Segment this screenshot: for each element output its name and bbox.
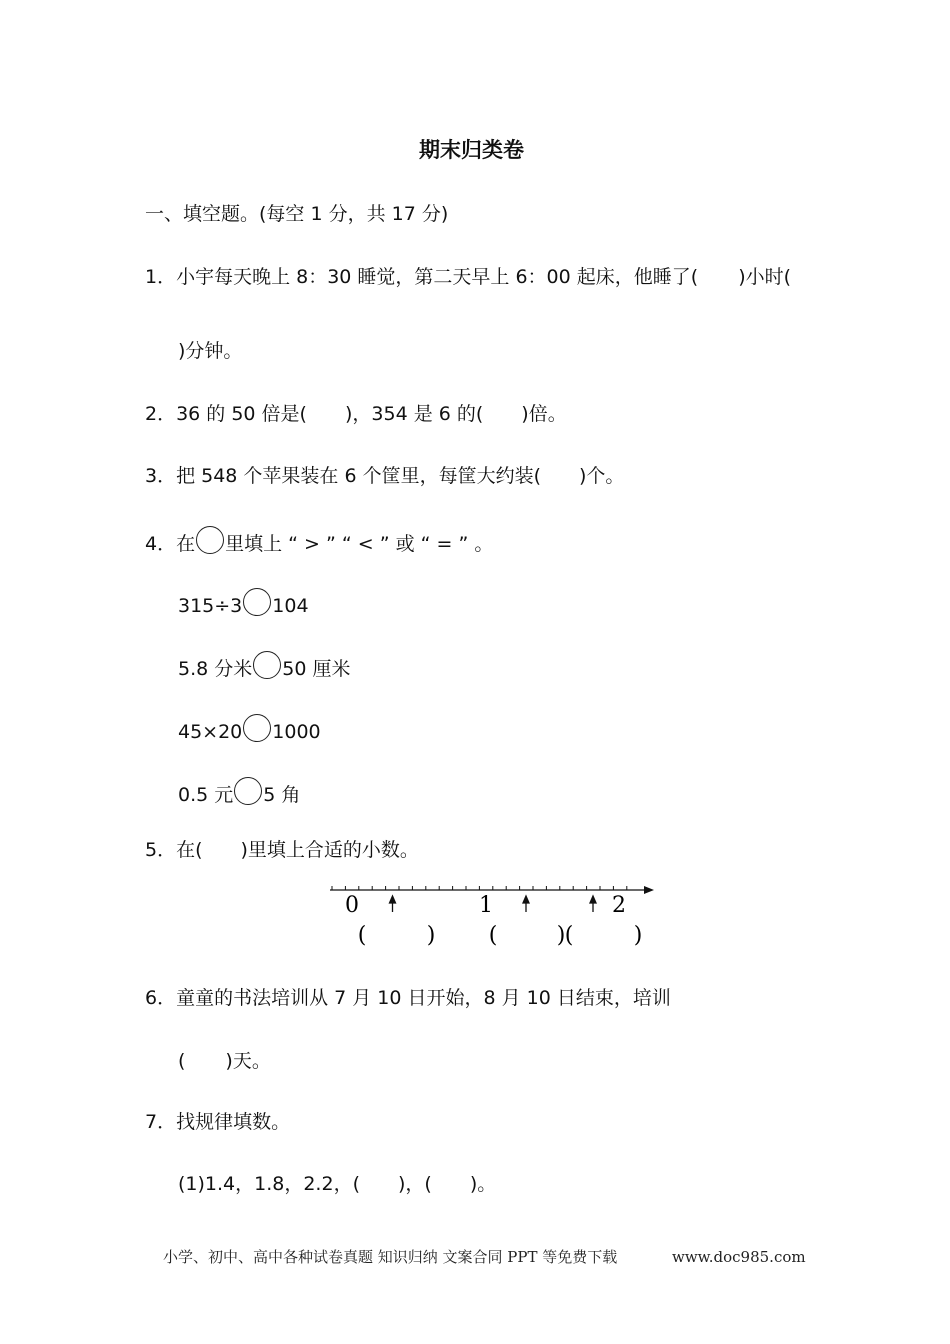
compare-left: 45×20 <box>178 721 243 743</box>
q4-suffix: 里填上 “ > ” “ < ” 或 “ = ” 。 <box>225 533 494 555</box>
q1-text: 1．小宇每天晚上 8：30 睡觉，第二天早上 6：00 起床，他睡了( <box>145 266 699 288</box>
q1-mid: )小时( <box>738 266 792 288</box>
q5-suffix: )里填上合适的小数。 <box>240 839 419 861</box>
page-title: 期末归类卷 <box>419 138 524 162</box>
question-4 <box>145 526 493 556</box>
question-1-line-2: )分钟。 <box>178 340 243 362</box>
compare-left: 5.8 分米 <box>178 658 253 680</box>
answer-paren-open: ( <box>564 923 574 948</box>
compare-circle <box>196 526 224 554</box>
compare-item-2 <box>178 651 350 681</box>
q6-days: )天。 <box>225 1050 271 1072</box>
compare-item-3 <box>178 714 321 744</box>
label-one: 1 <box>479 893 493 918</box>
section-heading: 一、填空题。(每空 1 分，共 17 分) <box>145 203 449 225</box>
q3-part-a: 3．把 548 个苹果装在 6 个筐里，每筐大约装( <box>145 465 542 487</box>
question-3 <box>145 464 624 488</box>
answer-paren-close: ) <box>633 923 643 948</box>
answer-paren-close: ) <box>426 923 436 948</box>
q5-prefix: 5．在( <box>145 839 203 861</box>
answer-paren-close: ) <box>556 923 566 948</box>
compare-left: 0.5 元 <box>178 784 234 806</box>
question-5 <box>145 838 419 862</box>
label-two: 2 <box>612 893 626 918</box>
q2-part-b: )，354 是 6 的( <box>344 403 484 425</box>
answer-paren-open: ( <box>357 923 367 948</box>
footer-link[interactable]: www.doc985.com <box>672 1248 806 1266</box>
answer-paren-open: ( <box>488 923 498 948</box>
compare-item-1 <box>178 588 309 618</box>
q7-sub1-a: (1)1.4，1.8，2.2，( <box>178 1173 360 1195</box>
question-7-heading: 7．找规律填数。 <box>145 1111 291 1133</box>
label-zero: 0 <box>345 893 359 918</box>
number-line <box>320 872 665 952</box>
q2-part-c: )倍。 <box>521 403 567 425</box>
q4-prefix: 4．在 <box>145 533 196 555</box>
compare-right: 104 <box>272 595 309 617</box>
question-6-line-2 <box>178 1049 271 1073</box>
compare-left: 315÷3 <box>178 595 243 617</box>
compare-right: 5 角 <box>263 784 301 806</box>
compare-right: 50 厘米 <box>282 658 351 680</box>
q2-part-a: 2．36 的 50 倍是( <box>145 403 307 425</box>
question-1-line-1 <box>145 265 791 289</box>
q6-paren: ( <box>178 1050 186 1072</box>
answer-circle[interactable] <box>234 777 262 805</box>
footer-text: 小学、初中、高中各种试卷真题 知识归纳 文案合同 PPT 等免费下载 <box>163 1248 618 1266</box>
q3-part-b: )个。 <box>579 465 625 487</box>
answer-circle[interactable] <box>243 714 271 742</box>
compare-item-4 <box>178 777 300 807</box>
q7-sub1-b: )，( <box>397 1173 432 1195</box>
question-7-sub-1 <box>178 1172 496 1196</box>
question-2 <box>145 402 567 426</box>
compare-right: 1000 <box>272 721 321 743</box>
answer-circle[interactable] <box>253 651 281 679</box>
q7-sub1-c: )。 <box>469 1173 497 1195</box>
axis-arrow-icon <box>644 886 654 894</box>
answer-circle[interactable] <box>243 588 271 616</box>
question-6-line-1: 6．童童的书法培训从 7 月 10 日开始，8 月 10 日结束，培训 <box>145 987 671 1009</box>
